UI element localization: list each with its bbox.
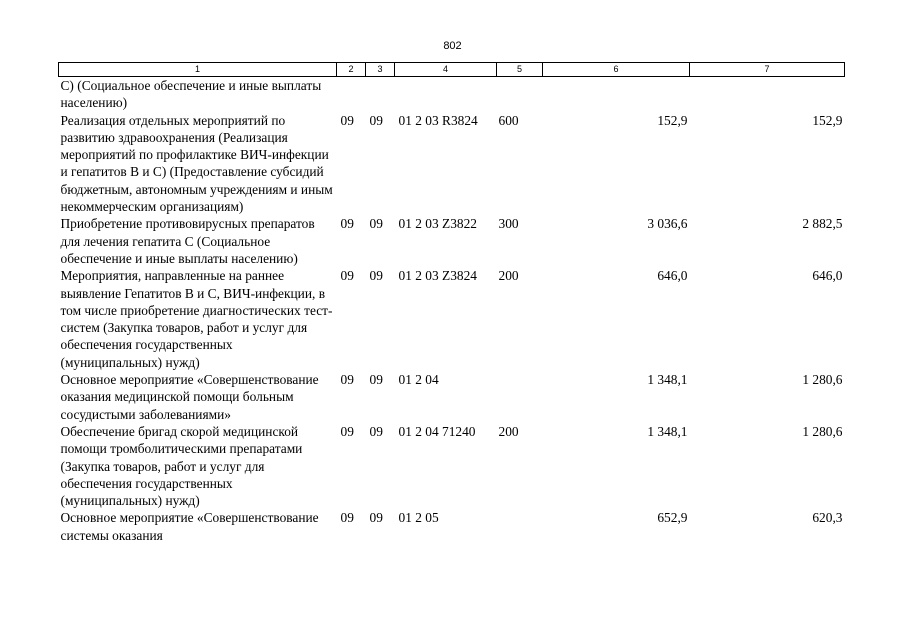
row-amount-1: 652,9	[657, 510, 688, 526]
row-subsection: 09	[369, 372, 383, 388]
row-section: 09	[340, 112, 354, 128]
row-subsection	[366, 77, 395, 112]
row-subsection: 09	[369, 510, 383, 526]
row-amount-1: 1 348,1	[647, 372, 688, 388]
table-row	[59, 371, 845, 423]
row-amount-2: 620,3	[812, 510, 843, 526]
row-name: Основное мероприятие «Совершенствование системы оказания	[60, 510, 319, 543]
row-expense-type: 200	[498, 423, 519, 439]
header-col-6: 6	[543, 63, 690, 77]
table-row	[59, 77, 845, 112]
row-expense-type: 200	[498, 268, 519, 284]
row-amount-2: 152,9	[812, 112, 843, 128]
row-section: 09	[340, 423, 354, 439]
row-section: 09	[340, 216, 354, 232]
row-target-code	[395, 77, 497, 112]
row-amount-1: 152,9	[657, 112, 688, 128]
table-row	[59, 423, 845, 509]
row-target-code: 01 2 04 71240	[398, 423, 476, 439]
row-name: Обеспечение бригад скорой медицинской помощи тромболитическими препаратами (Закупка товаров, работ и услуг для обеспечения государственных (муниципальных) нужд)	[60, 423, 303, 509]
header-col-2: 2	[337, 63, 366, 77]
header-col-7: 7	[690, 63, 845, 77]
row-target-code: 01 2 04	[398, 372, 439, 388]
header-col-1: 1	[59, 63, 337, 77]
row-amount-1	[543, 77, 690, 112]
row-subsection: 09	[369, 423, 383, 439]
row-expense-type	[497, 509, 543, 544]
row-section: 09	[340, 372, 354, 388]
table-row	[59, 215, 845, 267]
row-section: 09	[340, 510, 354, 526]
header-row	[59, 63, 845, 77]
row-amount-1: 1 348,1	[647, 423, 688, 439]
header-col-3: 3	[366, 63, 395, 77]
row-amount-2: 646,0	[812, 268, 843, 284]
header-col-5: 5	[497, 63, 543, 77]
row-subsection: 09	[369, 112, 383, 128]
row-amount-2: 1 280,6	[802, 423, 843, 439]
table-row	[59, 267, 845, 371]
row-section	[337, 77, 366, 112]
row-target-code: 01 2 03 R3824	[398, 112, 478, 128]
row-subsection: 09	[369, 268, 383, 284]
row-name: Основное мероприятие «Совершенствование оказания медицинской помощи больным сосудистыми заболеваниями»	[60, 372, 319, 422]
row-name: Приобретение противовирусных препаратов для лечения гепатита С (Социальное обеспечение и иные выплаты населению)	[60, 216, 315, 266]
row-target-code: 01 2 03 Z3824	[398, 268, 477, 284]
row-amount-2: 1 280,6	[802, 372, 843, 388]
row-expense-type	[497, 77, 543, 112]
row-name: Мероприятия, направленные на раннее выявление Гепатитов В и С, ВИЧ-инфекции, в том числе приобретение диагностических тест-систем (Закупка товаров, работ и услуг для обеспечения государственных (муниципальных) нужд)	[60, 268, 333, 370]
page-number: 802	[443, 40, 462, 52]
row-name: С) (Социальное обеспечение и иные выплаты населению)	[60, 78, 322, 111]
row-expense-type: 600	[498, 112, 519, 128]
table-row	[59, 509, 845, 544]
row-amount-2: 2 882,5	[802, 216, 843, 232]
row-name: Реализация отдельных мероприятий по развитию здравоохранения (Реализация мероприятий по профилактике ВИЧ-инфекции и гепатитов В и С) (Предоставление субсидий бюджетным, автономным учреждениям и иным некоммерческим организациям)	[60, 112, 333, 215]
budget-table	[58, 62, 845, 544]
row-amount-2	[690, 77, 845, 112]
row-section: 09	[340, 268, 354, 284]
row-amount-1: 3 036,6	[647, 216, 688, 232]
row-expense-type: 300	[498, 216, 519, 232]
row-amount-1: 646,0	[657, 268, 688, 284]
row-subsection: 09	[369, 216, 383, 232]
table-row	[59, 112, 845, 216]
row-target-code: 01 2 03 Z3822	[398, 216, 477, 232]
row-target-code: 01 2 05	[398, 510, 439, 526]
header-col-4: 4	[395, 63, 497, 77]
row-expense-type	[497, 371, 543, 423]
